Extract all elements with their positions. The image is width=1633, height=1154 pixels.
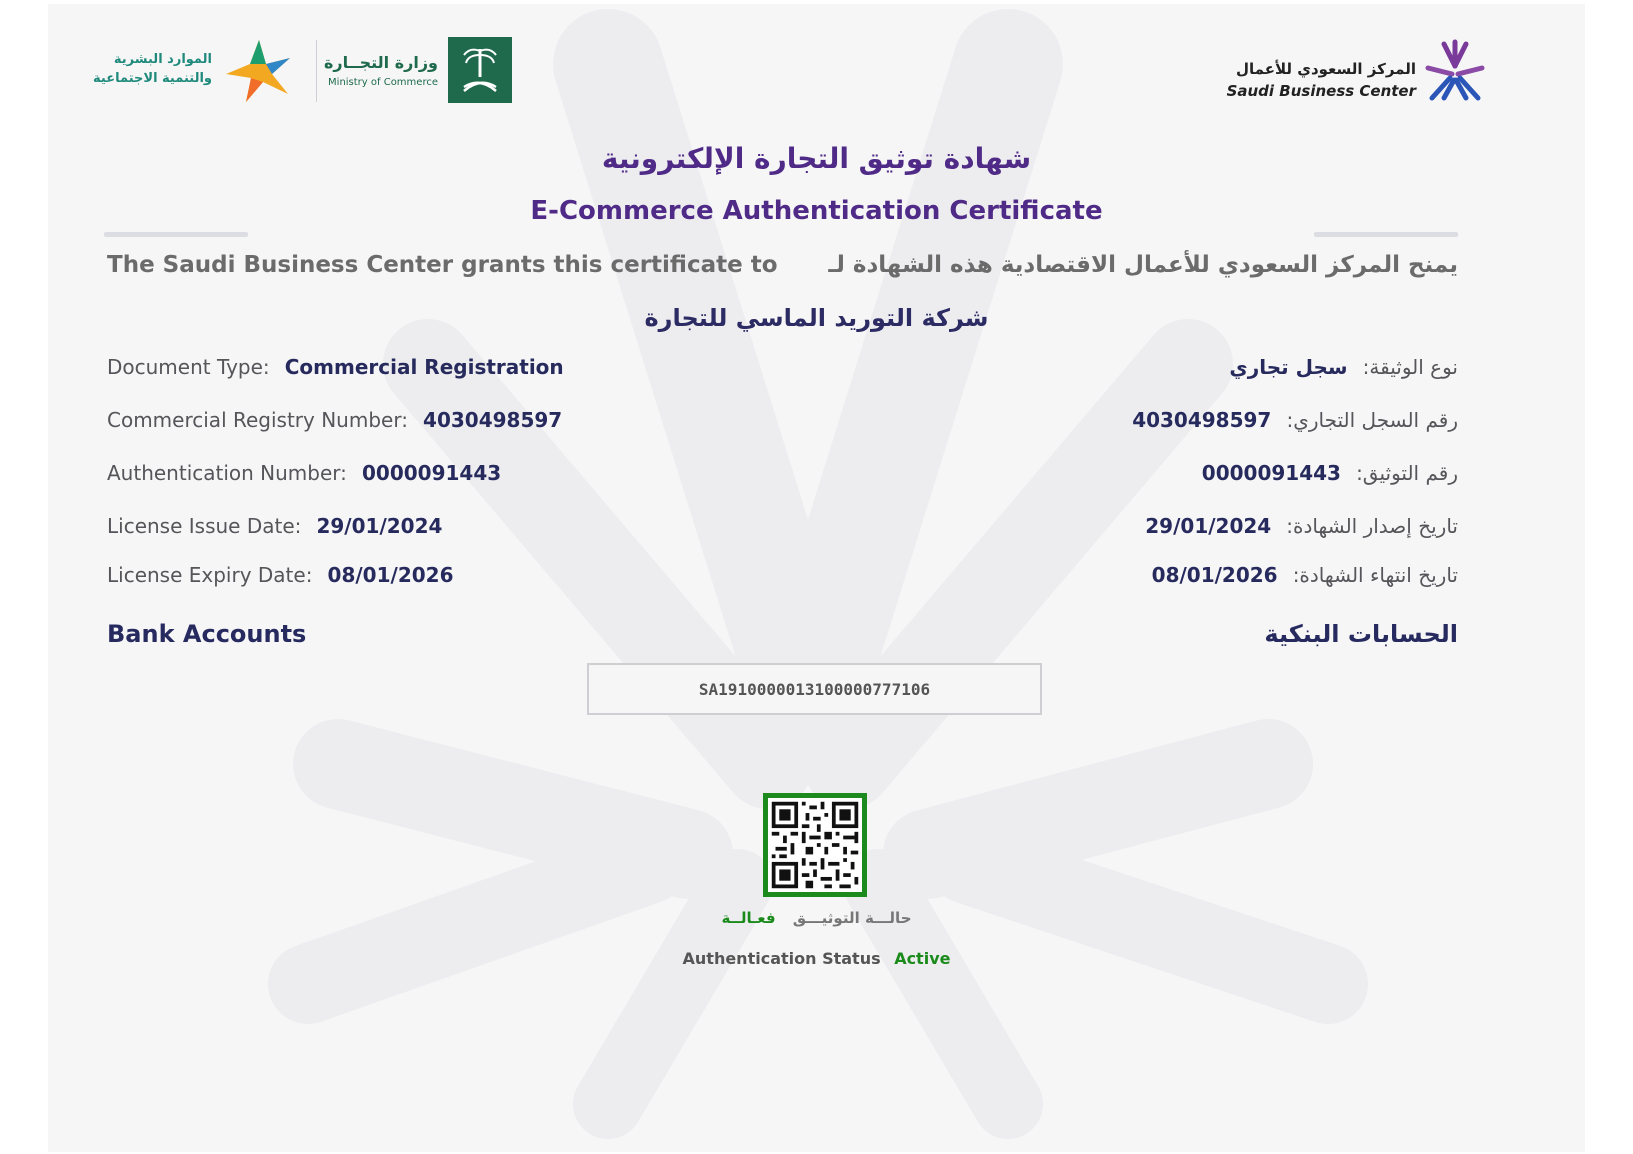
field-row-registry-number-ar: [1132, 408, 1458, 432]
hr-star-icon: [218, 38, 300, 104]
grants-ar: يمنح المركز السعودي للأعمال الاقتصادية هذه الشهادة لـ: [828, 252, 1458, 278]
bank-accounts-title-ar: الحسابات البنكية: [1264, 620, 1458, 648]
field-value: 4030498597: [423, 408, 563, 432]
palm-swords-emblem-icon: [448, 37, 512, 103]
title-en: E-Commerce Authentication Certificate: [530, 196, 1103, 226]
field-value: 08/01/2026: [1151, 563, 1278, 587]
field-label: تاريخ إصدار الشهادة:: [1286, 514, 1458, 538]
field-row-issue-date-ar: [1145, 514, 1458, 538]
field-label: Commercial Registry Number:: [107, 408, 408, 432]
sbc-logo-en: Saudi Business Center: [1226, 82, 1416, 100]
right-rule: [1314, 232, 1458, 237]
status-label-en: Authentication Status: [682, 949, 881, 968]
field-label: تاريخ انتهاء الشهادة:: [1292, 563, 1458, 587]
iban-box: [587, 663, 1042, 715]
bank-accounts-title-en: Bank Accounts: [107, 620, 307, 648]
field-row-document-type-en: [107, 355, 564, 379]
field-value: 0000091443: [1201, 461, 1341, 485]
field-label: Document Type:: [107, 355, 270, 379]
field-row-registry-number-en: [107, 408, 562, 432]
moc-logo: [323, 37, 518, 105]
status-ar: [48, 909, 1585, 927]
sbc-logo: [1198, 36, 1488, 106]
certificate-sheet: [48, 4, 1585, 1152]
status-value-ar: فعـالــة: [721, 909, 776, 927]
field-label: License Issue Date:: [107, 514, 302, 538]
field-row-expiry-date-ar: [1152, 563, 1458, 587]
moc-logo-ar: وزارة التجــارة: [323, 53, 438, 72]
iban-value: SA1910000013100000777106: [698, 679, 931, 699]
company-name: شركة التوريد الماسي للتجارة: [644, 304, 989, 332]
qr-code-icon: [768, 798, 862, 892]
field-label: License Expiry Date:: [107, 563, 313, 587]
field-value: Commercial Registration: [284, 355, 564, 379]
left-rule: [104, 232, 248, 237]
grants-en: The Saudi Business Center grants this certificate to: [107, 252, 778, 278]
field-label: نوع الوثيقة:: [1362, 355, 1458, 379]
status-value-en: Active: [894, 949, 951, 968]
field-row-document-type-ar: [1229, 355, 1458, 379]
title-ar: شهادة توثيق التجارة الإلكترونية: [601, 142, 1032, 175]
field-row-expiry-date-en: [107, 563, 453, 587]
field-label: رقم السجل التجاري:: [1286, 408, 1458, 432]
field-value: سجل تجاري: [1229, 355, 1348, 379]
moc-logo-en: Ministry of Commerce: [328, 77, 438, 88]
hr-logo-line2: والتنمية الاجتماعية: [93, 71, 212, 86]
field-label: رقم التوثيق:: [1356, 461, 1458, 485]
field-value: 29/01/2024: [1145, 514, 1272, 538]
sbc-logo-ar: المركز السعودي للأعمال: [1236, 60, 1416, 78]
status-en: [48, 949, 1585, 968]
qr-code[interactable]: [763, 793, 867, 897]
field-value: 29/01/2024: [316, 514, 443, 538]
logo-separator: [316, 40, 317, 102]
field-value: 08/01/2026: [327, 563, 454, 587]
sbc-star-icon: [1422, 38, 1488, 102]
hr-ministry-logo: [93, 38, 306, 104]
field-row-auth-number-ar: [1202, 461, 1458, 485]
field-row-issue-date-en: [107, 514, 442, 538]
field-value: 4030498597: [1132, 408, 1272, 432]
status-label-ar: حالـــة التوثيـــق: [792, 909, 912, 927]
field-label: Authentication Number:: [107, 461, 347, 485]
field-row-auth-number-en: [107, 461, 501, 485]
field-value: 0000091443: [362, 461, 502, 485]
hr-logo-line1: الموارد البشرية: [113, 52, 212, 67]
